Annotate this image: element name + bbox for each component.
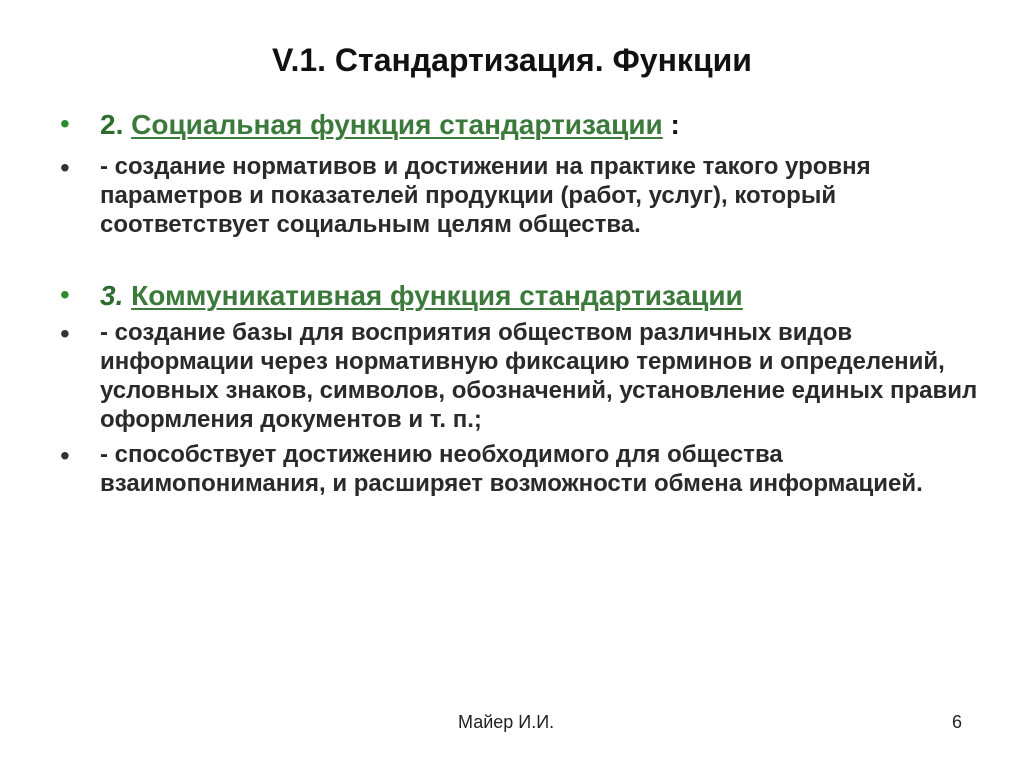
list-item-text: - способствует достижению необходимого для общества взаимопонимания, и расширяет возможности обмена информацией.	[100, 441, 923, 498]
heading-text	[100, 108, 980, 142]
list-item	[60, 318, 980, 434]
footer-author: Майер И.И.	[458, 712, 555, 732]
list-item-text: - создание базы для восприятия обществом различных видов информации через нормативную фиксацию терминов и определений, условных знаков, символов, обозначений, установление единых правил оформления документов и т. п.;	[100, 319, 978, 434]
section-title: Коммуникативная функция стандартизации	[131, 279, 743, 311]
section-heading-communicative	[60, 279, 980, 313]
section-title-suffix: :	[662, 109, 680, 140]
bullet-icon: •	[60, 440, 70, 472]
section-heading-social	[60, 108, 980, 142]
section-number: 2.	[100, 109, 124, 140]
heading-text	[100, 279, 980, 313]
page-number: 6	[952, 712, 963, 732]
bullet-icon: •	[60, 151, 70, 183]
list-item	[60, 152, 980, 239]
list-item-text: - создание нормативов и достижении на практике такого уровня параметров и показателей продукции (работ, услуг), который соответствует социальным целям общества.	[100, 152, 871, 238]
slide-content	[60, 108, 980, 498]
bullet-icon: •	[60, 318, 70, 350]
slide-title: V.1. Стандартизация. Функции	[272, 42, 752, 78]
bullet-icon: •	[60, 108, 70, 139]
section-title: Социальная функция стандартизации	[131, 109, 663, 140]
bullet-icon: •	[60, 278, 70, 310]
list-item	[60, 440, 980, 498]
section-number: 3.	[100, 279, 124, 311]
